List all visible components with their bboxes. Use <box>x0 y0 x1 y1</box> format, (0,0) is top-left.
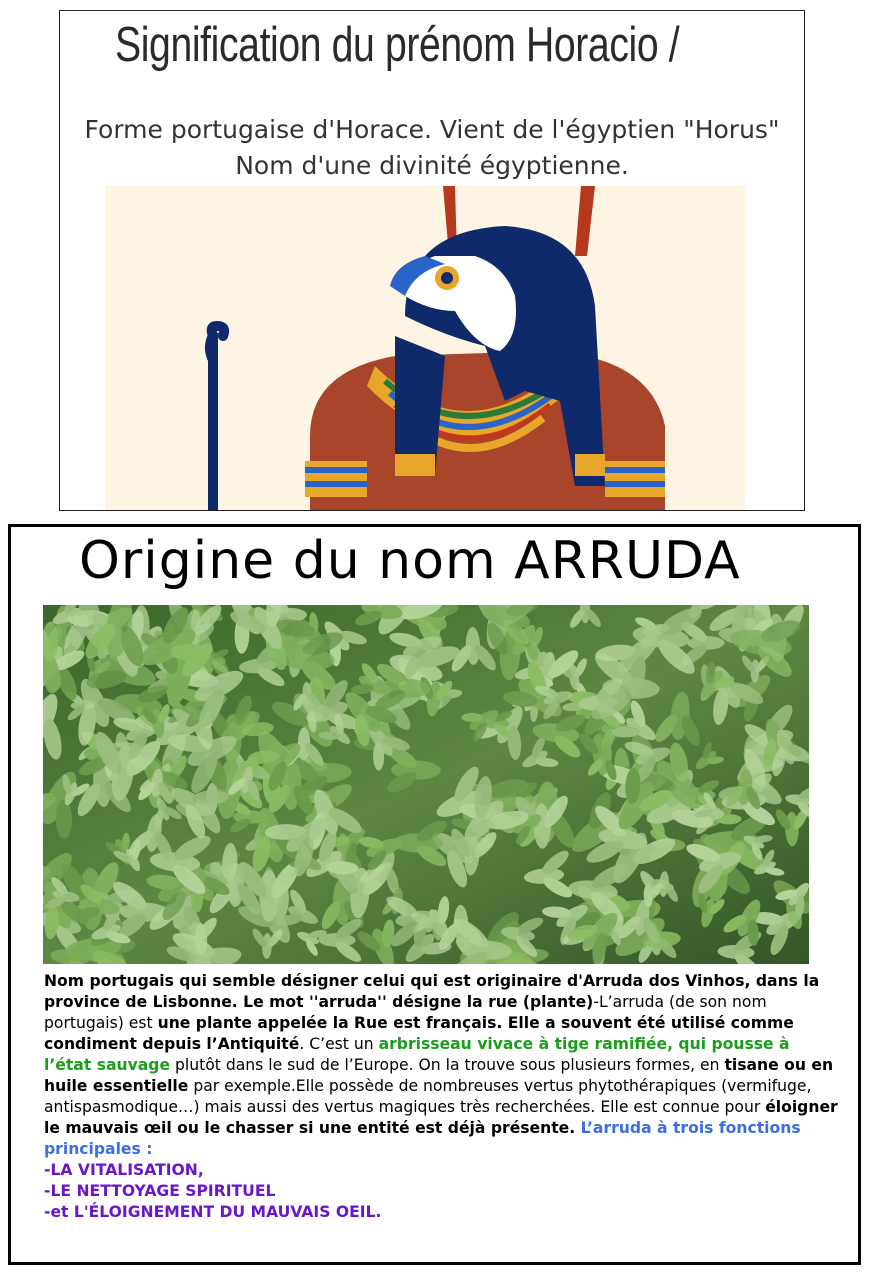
horacio-description <box>60 112 804 184</box>
horacio-description-line-2: Nom d'une divinité égyptienne. <box>235 151 629 180</box>
text-shrub-description: arbrisseau vivace à tige ramifiée, qui pousse à l’état sauvage <box>44 1035 790 1074</box>
text-forms: tisane ou en huile essentielle <box>44 1056 834 1095</box>
horus-illustration-icon <box>105 186 745 510</box>
text-arruda-intro: -L’arruda (de son nom portugais) est <box>44 993 767 1032</box>
horacio-title: Signification du prénom Horacio / <box>115 18 680 72</box>
text-separator-2: . <box>569 1119 581 1137</box>
function-item-3: -et L'ÉLOIGNEMENT DU MAUVAIS OEIL. <box>44 1203 382 1221</box>
horacio-description-line-1: Forme portugaise d'Horace. Vient de l'égyptien "Horus" <box>84 115 780 144</box>
function-item-1: -LA VITALISATION, <box>44 1161 204 1179</box>
arruda-title: Origine du nom ARRUDA <box>79 531 741 591</box>
text-origin: Nom portugais qui semble désigner celui qui est originaire d'Arruda dos Vinhos, dans la province de Lisbonne. Le mot ''arruda'' désigne la rue (plante) <box>44 972 820 1011</box>
horacio-card <box>59 10 805 511</box>
rue-plant-photo-icon <box>43 605 809 964</box>
text-functions-heading: L’arruda à trois fonctions principales : <box>44 1119 801 1158</box>
function-item-2: -LE NETTOYAGE SPIRITUEL <box>44 1182 276 1200</box>
text-europe: plutôt dans le sud de l’Europe. On la trouve sous plusieurs formes, en <box>170 1056 725 1074</box>
arruda-description <box>44 971 839 1223</box>
text-virtues: par exemple.Elle possède de nombreuses vertus phytothérapiques (vermifuge, antispasmodique…) mais aussi des vertus magiques très recherchées. Elle est connue pour <box>44 1077 812 1116</box>
text-evil-eye: éloigner le mauvais œil ou le chasser si une entité est déjà présente <box>44 1098 838 1137</box>
arruda-card <box>8 524 861 1265</box>
text-plant-name: une plante appelée la Rue est français. Elle a souvent été utilisé comme condiment depuis l’Antiquité <box>44 1014 794 1053</box>
text-separator-1: . C’est un <box>299 1035 379 1053</box>
